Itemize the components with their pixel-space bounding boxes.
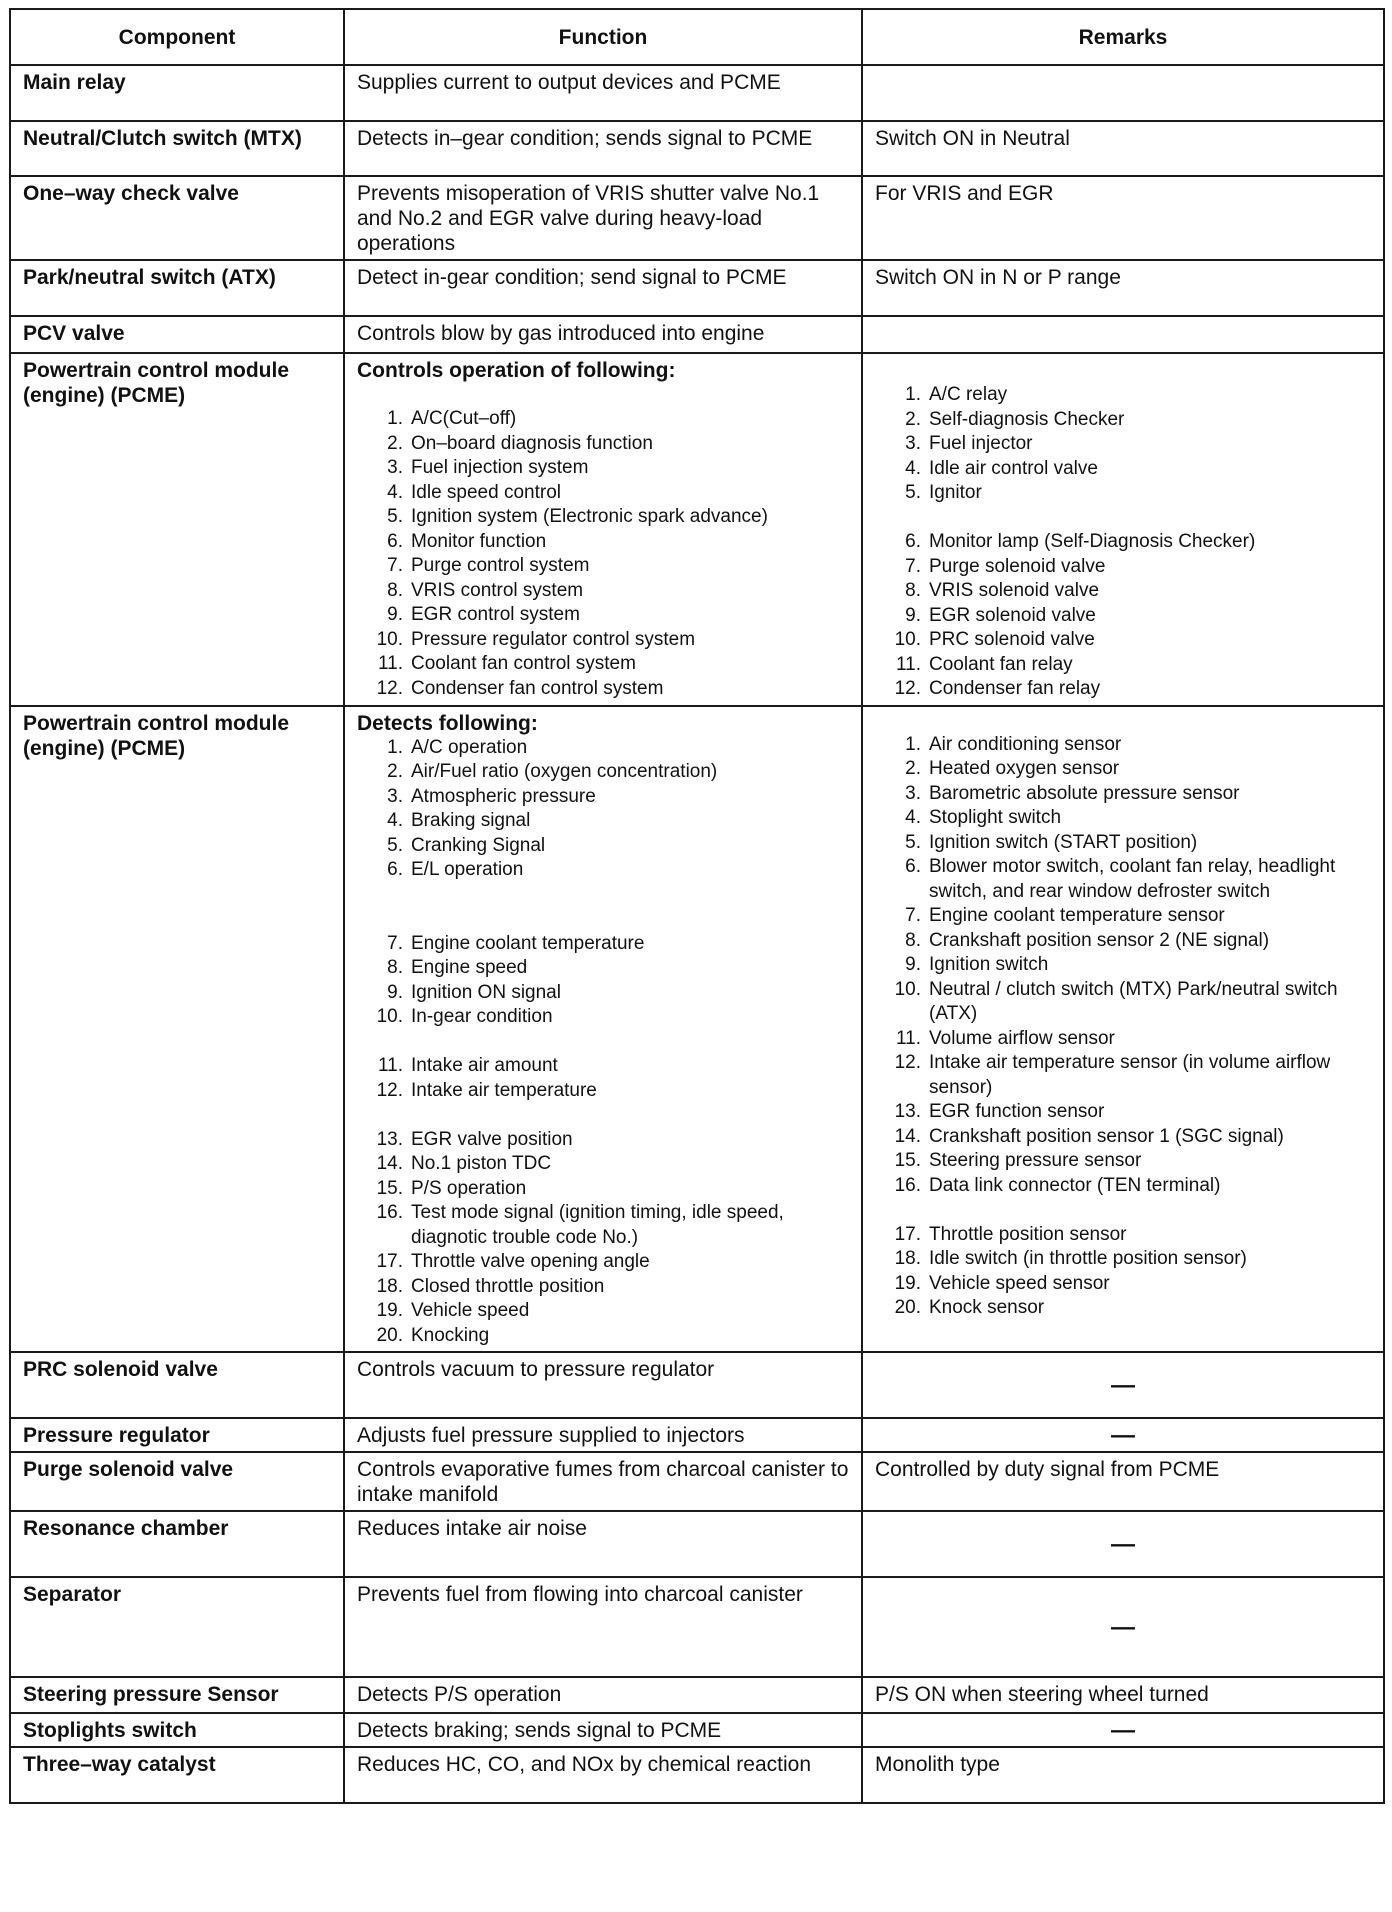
- list-item-text: Atmospheric pressure: [411, 785, 596, 807]
- list-item-text: Neutral / clutch switch (MTX) Park/neutral switch (ATX): [929, 978, 1338, 1024]
- list-item-number: 19.: [376, 1300, 403, 1321]
- component-cell: Powertrain control module (engine) (PCME): [10, 706, 344, 1353]
- list-item-number: 12.: [894, 1052, 921, 1073]
- list-item-number: 4.: [905, 457, 921, 479]
- table-row: [10, 1352, 1384, 1418]
- remarks-cell: For VRIS and EGR: [862, 176, 1384, 260]
- component-cell: Separator: [10, 1577, 344, 1677]
- function-cell: [344, 706, 862, 1353]
- list-item: [357, 530, 849, 555]
- list-item-text: PRC solenoid valve: [929, 629, 1095, 650]
- list-item-number: 6.: [905, 856, 921, 877]
- list-item: [875, 1051, 1371, 1100]
- function-cell: Supplies current to output devices and PCME: [344, 65, 862, 121]
- list-item: [357, 481, 849, 506]
- list-item: [357, 1324, 849, 1349]
- list-item-number: 9.: [905, 604, 921, 626]
- list-item-number: 3.: [387, 457, 403, 478]
- list-item-number: 4.: [905, 807, 921, 828]
- table-row: [10, 1713, 1384, 1747]
- list-item-number: 11.: [377, 1055, 403, 1076]
- list-item-number: 7.: [387, 932, 403, 954]
- list-item: [875, 1296, 1371, 1321]
- list-item: [357, 932, 849, 957]
- list-item-text: Knock sensor: [929, 1297, 1045, 1318]
- list-item-text: Stoplight switch: [929, 807, 1062, 828]
- list-item-number: 8.: [905, 929, 921, 951]
- list-item-text: Condenser fan relay: [929, 678, 1101, 699]
- list-item-text: Engine coolant temperature sensor: [929, 905, 1225, 926]
- list-item: [875, 604, 1371, 629]
- component-cell: Three–way catalyst: [10, 1747, 344, 1803]
- list-item: [875, 929, 1371, 954]
- list-item-number: 2.: [905, 758, 921, 779]
- list-item: [357, 809, 849, 834]
- list-item-text: Intake air temperature sensor (in volume airflow sensor): [929, 1052, 1331, 1098]
- table-row: [10, 65, 1384, 121]
- list-item-text: Ignition switch (START position): [929, 831, 1198, 853]
- list-item-number: 14.: [894, 1125, 921, 1147]
- list-spacer: [875, 1198, 1371, 1223]
- list-item-text: Crankshaft position sensor 1 (SGC signal): [929, 1125, 1284, 1147]
- list-item-text: Braking signal: [411, 810, 531, 831]
- list-spacer: [357, 1030, 849, 1055]
- remarks-cell: Controlled by duty signal from PCME: [862, 1452, 1384, 1511]
- list-item: [875, 408, 1371, 433]
- component-cell: Steering pressure Sensor: [10, 1677, 344, 1713]
- list-item-number: 11.: [895, 653, 921, 675]
- function-cell: Detects braking; sends signal to PCME: [344, 1713, 862, 1747]
- list-item: [357, 1250, 849, 1275]
- remarks-cell: —: [862, 1713, 1384, 1747]
- list-item: [357, 1177, 849, 1202]
- list-item: [357, 1299, 849, 1324]
- list-item: [357, 1275, 849, 1300]
- list-item-number: 7.: [387, 555, 403, 576]
- list-item-text: Throttle position sensor: [929, 1223, 1127, 1245]
- list-item-number: 6.: [387, 530, 403, 552]
- list-item-number: 5.: [387, 506, 403, 527]
- list-item-text: Self-diagnosis Checker: [929, 408, 1125, 430]
- function-cell: Detect in-gear condition; send signal to PCME: [344, 260, 862, 316]
- list-item-number: 4.: [387, 481, 403, 503]
- list-item: [875, 653, 1371, 678]
- controls-lead: Controls operation of following:: [357, 359, 676, 382]
- table-row-pcme-controls: [10, 353, 1384, 706]
- list-item-text: Ignition ON signal: [411, 981, 561, 1003]
- function-cell: Reduces intake air noise: [344, 1511, 862, 1577]
- list-item: [875, 978, 1371, 1027]
- list-item-text: Closed throttle position: [411, 1275, 605, 1297]
- table-row: [10, 316, 1384, 353]
- list-item-text: VRIS solenoid valve: [929, 580, 1100, 601]
- list-item-number: 13.: [894, 1101, 921, 1122]
- header-row: [10, 9, 1384, 65]
- remarks-cell: [862, 706, 1384, 1353]
- list-item-text: Vehicle speed: [411, 1300, 530, 1321]
- remarks-cell: —: [862, 1577, 1384, 1677]
- component-cell: Purge solenoid valve: [10, 1452, 344, 1511]
- list-item-number: 5.: [905, 482, 921, 503]
- list-item: [357, 1152, 849, 1177]
- list-item-number: 14.: [376, 1153, 403, 1174]
- header-remarks: Remarks: [862, 9, 1384, 65]
- list-item: [875, 782, 1371, 807]
- list-item-number: 3.: [387, 785, 403, 807]
- list-item-number: 10.: [894, 629, 921, 650]
- list-item-text: Air conditioning sensor: [929, 733, 1122, 755]
- list-item-number: 8.: [387, 579, 403, 601]
- list-item-number: 1.: [387, 736, 403, 758]
- list-item-number: 1.: [905, 733, 921, 755]
- function-cell: Prevents fuel from flowing into charcoal canister: [344, 1577, 862, 1677]
- list-item: [875, 555, 1371, 580]
- list-item-text: Ignition system (Electronic spark advance): [411, 506, 768, 527]
- list-item: [875, 904, 1371, 929]
- list-item: [875, 953, 1371, 978]
- table-row: [10, 1747, 1384, 1803]
- list-item-text: Purge control system: [411, 555, 590, 576]
- list-item-number: 2.: [387, 432, 403, 454]
- component-cell: Stoplights switch: [10, 1713, 344, 1747]
- header-function: Function: [344, 9, 862, 65]
- function-cell: Reduces HC, CO, and NOx by chemical reaction: [344, 1747, 862, 1803]
- list-item: [357, 785, 849, 810]
- list-item-number: 8.: [905, 580, 921, 601]
- list-item: [357, 554, 849, 579]
- list-item-number: 19.: [894, 1272, 921, 1294]
- list-item-text: Cranking Signal: [411, 834, 546, 856]
- list-item: [875, 855, 1371, 904]
- list-item: [357, 456, 849, 481]
- list-item-text: A/C(Cut–off): [411, 408, 517, 429]
- list-item: [357, 677, 849, 702]
- list-item-number: 5.: [387, 834, 403, 856]
- list-item-text: Pressure regulator control system: [411, 628, 696, 650]
- list-item-text: Throttle valve opening angle: [411, 1251, 650, 1272]
- component-cell: Pressure regulator: [10, 1418, 344, 1452]
- list-item: [875, 1272, 1371, 1297]
- list-item-number: 1.: [387, 408, 403, 429]
- list-item: [357, 1054, 849, 1079]
- list-item: [875, 530, 1371, 555]
- list-item-text: Heated oxygen sensor: [929, 758, 1120, 779]
- table-row-pcme-detects: [10, 706, 1384, 1353]
- list-item: [875, 383, 1371, 408]
- list-item-number: 20.: [376, 1324, 403, 1346]
- list-item: [875, 1125, 1371, 1150]
- table-row: [10, 260, 1384, 316]
- list-item: [875, 1027, 1371, 1052]
- list-item-number: 10.: [894, 978, 921, 1000]
- list-item: [875, 1174, 1371, 1199]
- list-item: [357, 432, 849, 457]
- list-item-number: 16.: [376, 1202, 403, 1223]
- list-item-text: Fuel injector: [929, 433, 1033, 454]
- component-cell: PRC solenoid valve: [10, 1352, 344, 1418]
- list-item-number: 11.: [377, 653, 403, 674]
- list-item-number: 12.: [376, 1079, 403, 1101]
- list-item-text: Condenser fan control system: [411, 677, 664, 699]
- list-item: [875, 432, 1371, 457]
- list-item-text: Purge solenoid valve: [929, 555, 1106, 577]
- component-cell: Resonance chamber: [10, 1511, 344, 1577]
- list-item-number: 17.: [376, 1251, 403, 1272]
- list-item: [875, 733, 1371, 758]
- list-item-text: No.1 piston TDC: [411, 1153, 552, 1174]
- remarks-cell: —: [862, 1352, 1384, 1418]
- list-item-number: 18.: [376, 1275, 403, 1297]
- list-item-text: Intake air amount: [411, 1055, 558, 1076]
- list-item-text: Blower motor switch, coolant fan relay, headlight switch, and rear window defroster switch: [929, 856, 1336, 902]
- remarks-cell: Monolith type: [862, 1747, 1384, 1803]
- list-item-number: 10.: [376, 1006, 403, 1027]
- list-item: [357, 1079, 849, 1104]
- table-row: [10, 121, 1384, 176]
- component-cell: Main relay: [10, 65, 344, 121]
- list-item-text: A/C relay: [929, 384, 1008, 405]
- component-cell: Park/neutral switch (ATX): [10, 260, 344, 316]
- list-item-number: 4.: [387, 810, 403, 831]
- list-item-text: Test mode signal (ignition timing, idle speed, diagnotic trouble code No.): [411, 1202, 784, 1248]
- list-item-text: On–board diagnosis function: [411, 432, 653, 454]
- remarks-cell: [862, 353, 1384, 706]
- list-item-text: Coolant fan control system: [411, 653, 636, 674]
- remarks-cell: —: [862, 1418, 1384, 1452]
- list-item-text: Ignitor: [929, 482, 982, 503]
- list-item: [357, 505, 849, 530]
- header-component: Component: [10, 9, 344, 65]
- list-item-text: Engine speed: [411, 957, 528, 978]
- list-item-text: Engine coolant temperature: [411, 932, 645, 954]
- list-item-number: 9.: [905, 954, 921, 975]
- list-item-number: 3.: [905, 433, 921, 454]
- remarks-cell: Switch ON in N or P range: [862, 260, 1384, 316]
- list-item: [357, 760, 849, 785]
- list-item-text: Knocking: [411, 1324, 490, 1346]
- remarks-cell: Switch ON in Neutral: [862, 121, 1384, 176]
- list-item-text: Data link connector (TEN terminal): [929, 1174, 1221, 1196]
- list-item-number: 12.: [894, 678, 921, 699]
- list-spacer: [875, 506, 1371, 531]
- remarks-cell: —: [862, 1511, 1384, 1577]
- list-item-text: Idle speed control: [411, 481, 561, 503]
- component-cell: One–way check valve: [10, 176, 344, 260]
- list-item-number: 9.: [387, 981, 403, 1003]
- list-item: [357, 1201, 849, 1250]
- remarks-cell: [862, 316, 1384, 353]
- list-item-number: 13.: [376, 1128, 403, 1150]
- list-item-number: 2.: [905, 408, 921, 430]
- remarks-cell: P/S ON when steering wheel turned: [862, 1677, 1384, 1713]
- list-item-text: Ignition switch: [929, 954, 1049, 975]
- list-item-text: EGR solenoid valve: [929, 604, 1096, 626]
- function-cell: Detects P/S operation: [344, 1677, 862, 1713]
- list-item: [875, 757, 1371, 782]
- component-table: [9, 8, 1385, 1804]
- list-item-number: 18.: [894, 1248, 921, 1269]
- remarks-cell: [862, 65, 1384, 121]
- list-item-text: Volume airflow sensor: [929, 1027, 1115, 1049]
- list-item-number: 17.: [894, 1223, 921, 1245]
- list-item-number: 1.: [905, 384, 921, 405]
- list-item-number: 6.: [387, 859, 403, 880]
- list-item-number: 2.: [387, 761, 403, 782]
- list-item-text: EGR function sensor: [929, 1101, 1105, 1122]
- list-item: [357, 858, 849, 883]
- list-item-number: 20.: [894, 1297, 921, 1318]
- list-item-number: 10.: [376, 628, 403, 650]
- list-item: [875, 579, 1371, 604]
- list-item-text: Air/Fuel ratio (oxygen concentration): [411, 761, 718, 782]
- list-spacer: [357, 883, 849, 908]
- list-item-number: 7.: [905, 555, 921, 577]
- list-item-text: Vehicle speed sensor: [929, 1272, 1110, 1294]
- list-item-text: E/L operation: [411, 859, 524, 880]
- function-cell: Prevents misoperation of VRIS shutter valve No.1 and No.2 and EGR valve during heavy-load operations: [344, 176, 862, 260]
- table-row: [10, 1418, 1384, 1452]
- list-item-number: 11.: [895, 1027, 921, 1049]
- list-item: [357, 652, 849, 677]
- list-item-text: A/C operation: [411, 736, 528, 758]
- list-item: [357, 956, 849, 981]
- list-item-text: Crankshaft position sensor 2 (NE signal): [929, 929, 1270, 951]
- list-item: [357, 834, 849, 859]
- list-item: [875, 1247, 1371, 1272]
- list-item-text: P/S operation: [411, 1177, 527, 1199]
- table-row: [10, 1511, 1384, 1577]
- list-item-text: Coolant fan relay: [929, 653, 1073, 675]
- list-item-text: Fuel injection system: [411, 457, 589, 478]
- list-item: [357, 579, 849, 604]
- list-item: [357, 603, 849, 628]
- list-item-number: 8.: [387, 957, 403, 978]
- function-cell: Detects in–gear condition; sends signal to PCME: [344, 121, 862, 176]
- list-item-number: 15.: [894, 1150, 921, 1171]
- list-item-text: Idle air control valve: [929, 457, 1098, 479]
- list-item: [875, 677, 1371, 702]
- list-item-number: 16.: [894, 1174, 921, 1196]
- component-cell: Neutral/Clutch switch (MTX): [10, 121, 344, 176]
- list-spacer: [357, 1103, 849, 1128]
- function-cell: [344, 353, 862, 706]
- list-item-number: 15.: [376, 1177, 403, 1199]
- list-item-text: Intake air temperature: [411, 1079, 597, 1101]
- table-row: [10, 176, 1384, 260]
- list-item-text: Idle switch (in throttle position sensor): [929, 1248, 1247, 1269]
- function-cell: Adjusts fuel pressure supplied to injectors: [344, 1418, 862, 1452]
- list-item: [357, 981, 849, 1006]
- list-item-text: Barometric absolute pressure sensor: [929, 782, 1240, 804]
- list-item-text: EGR valve position: [411, 1128, 573, 1150]
- list-item-number: 3.: [905, 782, 921, 804]
- controls-remarks-list: [875, 383, 1371, 702]
- function-cell: Controls evaporative fumes from charcoal canister to intake manifold: [344, 1452, 862, 1511]
- list-item: [875, 1223, 1371, 1248]
- list-spacer: [357, 907, 849, 932]
- list-item: [875, 457, 1371, 482]
- list-item-number: 12.: [376, 677, 403, 699]
- list-item-number: 9.: [387, 604, 403, 625]
- controls-function-list: [357, 407, 849, 701]
- detects-lead: Detects following:: [357, 711, 538, 735]
- table-row: [10, 1677, 1384, 1713]
- list-item: [875, 1149, 1371, 1174]
- list-item: [875, 806, 1371, 831]
- list-item: [875, 481, 1371, 506]
- list-item-text: EGR control system: [411, 604, 580, 625]
- list-item-text: VRIS control system: [411, 579, 584, 601]
- component-cell: Powertrain control module (engine) (PCME): [10, 353, 344, 706]
- list-item: [357, 1005, 849, 1030]
- table-row: [10, 1577, 1384, 1677]
- list-item: [875, 628, 1371, 653]
- list-item-text: Monitor lamp (Self-Diagnosis Checker): [929, 531, 1256, 552]
- detects-remarks-list: [875, 733, 1371, 1321]
- function-cell: Controls blow by gas introduced into engine: [344, 316, 862, 353]
- list-item-text: In-gear condition: [411, 1006, 553, 1027]
- list-item-text: Monitor function: [411, 530, 547, 552]
- list-item-text: Steering pressure sensor: [929, 1150, 1142, 1171]
- list-item: [357, 1128, 849, 1153]
- detects-function-list: [357, 736, 849, 1349]
- list-item: [357, 407, 849, 432]
- list-item: [875, 1100, 1371, 1125]
- list-item: [357, 736, 849, 761]
- list-item: [357, 628, 849, 653]
- table-row: [10, 1452, 1384, 1511]
- list-item-number: 5.: [905, 831, 921, 853]
- component-cell: PCV valve: [10, 316, 344, 353]
- list-item: [875, 831, 1371, 856]
- list-item-number: 7.: [905, 905, 921, 926]
- function-cell: Controls vacuum to pressure regulator: [344, 1352, 862, 1418]
- list-item-number: 6.: [905, 531, 921, 552]
